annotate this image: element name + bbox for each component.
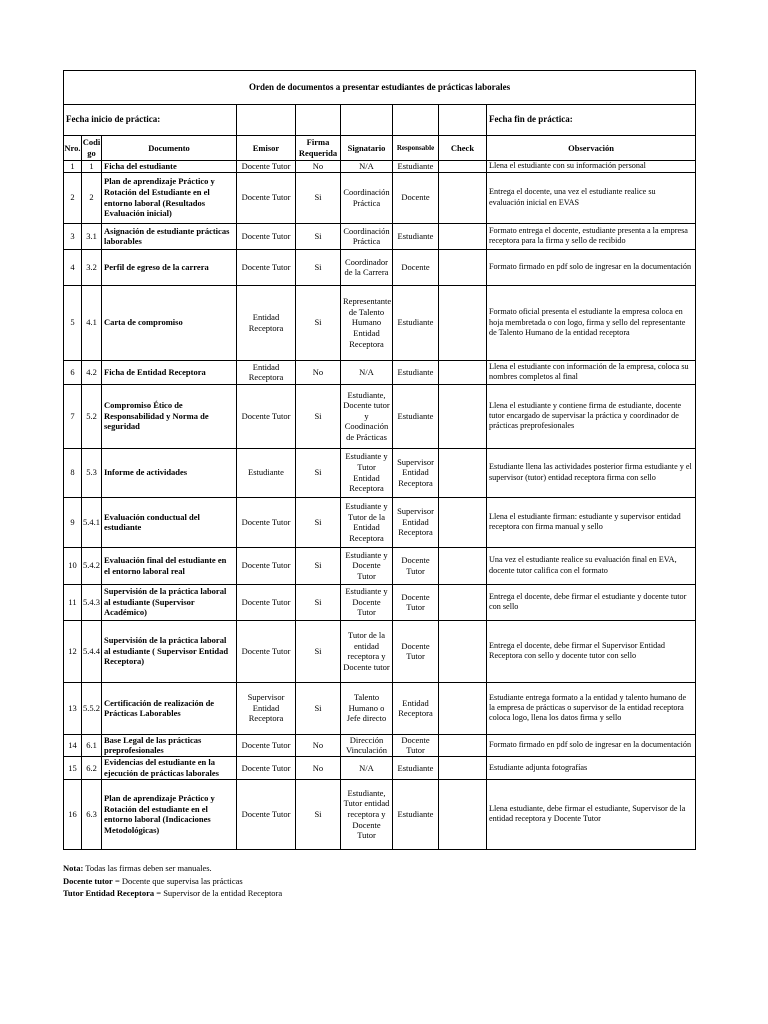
row-observacion: Estudiante llena las actividades posterior firma estudiante y el supervisor (tutor) entidad receptora firma con sello [487,448,696,497]
row-firma: Si [296,448,341,497]
row-observacion: Llena estudiante, debe firmar el estudiante, Supervisor de la entidad receptora y Docente Tutor [487,779,696,849]
table-row [64,620,696,682]
row-observacion: Llena el estudiante con información de la empresa, coloca su nombres completos al final [487,360,696,384]
table-row [64,734,696,756]
row-codigo: 2 [82,172,102,223]
header-firma-requerida: Firma Requerida [296,136,341,161]
table-row [64,547,696,584]
row-observacion: Llena el estudiante con su información personal [487,161,696,173]
table-row [64,448,696,497]
row-codigo: 5.4.3 [82,584,102,620]
row-documento: Compromiso Ético de Responsabilidad y Norma de seguridad [102,384,237,448]
row-check [439,584,487,620]
row-emisor: Docente Tutor [237,249,296,285]
row-check [439,779,487,849]
row-emisor: Estudiante [237,448,296,497]
row-emisor: Docente Tutor [237,384,296,448]
row-emisor: Docente Tutor [237,223,296,249]
row-observacion: Formato firmado en pdf solo de ingresar en la documentación [487,734,696,756]
table-row [64,682,696,734]
row-codigo: 5.4.2 [82,547,102,584]
row-signatario: N/A [341,756,393,779]
row-nro: 1 [64,161,82,173]
row-nro: 6 [64,360,82,384]
row-emisor: Docente Tutor [237,497,296,547]
row-signatario: Representante de Talento Humano Entidad Receptora [341,285,393,360]
row-emisor: Docente Tutor [237,734,296,756]
header-check: Check [439,136,487,161]
row-responsable: Estudiante [393,360,439,384]
row-responsable: Estudiante [393,161,439,173]
row-firma: No [296,734,341,756]
row-emisor: Docente Tutor [237,756,296,779]
row-check [439,448,487,497]
row-responsable: Docente Tutor [393,734,439,756]
row-codigo: 3.1 [82,223,102,249]
row-codigo: 4.2 [82,360,102,384]
fecha-blank-cell [296,105,341,136]
row-documento: Asignación de estudiante prácticas laborables [102,223,237,249]
row-codigo: 6.1 [82,734,102,756]
tutor-entidad-text: = Supervisor de la entidad Receptora [154,888,283,898]
row-nro: 16 [64,779,82,849]
row-observacion: Formato entrega el docente, estudiante presenta a la empresa receptora para la firma y sello de recibido [487,223,696,249]
row-emisor: Docente Tutor [237,779,296,849]
note-line [63,862,282,875]
row-signatario: Estudiante, Tutor entidad receptora y Docente Tutor [341,779,393,849]
fecha-blank-cell [439,105,487,136]
row-signatario: Coordinación Práctica [341,223,393,249]
row-observacion: Entrega el docente, debe firmar el estudiante y docente tutor con sello [487,584,696,620]
row-responsable: Supervisor Entidad Receptora [393,448,439,497]
row-firma: Si [296,584,341,620]
row-signatario: Estudiante y Tutor Entidad Receptora [341,448,393,497]
row-responsable: Estudiante [393,285,439,360]
row-observacion: Llena el estudiante firman: estudiante y supervisor entidad receptora con firma manual y sello [487,497,696,547]
row-firma: Si [296,547,341,584]
row-nro: 15 [64,756,82,779]
row-check [439,360,487,384]
row-check [439,682,487,734]
notes-section [63,862,282,900]
row-responsable: Docente Tutor [393,584,439,620]
fecha-fin-label: Fecha fin de práctica: [487,105,696,136]
row-nro: 8 [64,448,82,497]
row-codigo: 5.5.2 [82,682,102,734]
row-firma: No [296,161,341,173]
row-signatario: Dirección Vinculación [341,734,393,756]
table-row [64,756,696,779]
row-signatario: Estudiante y Docente Tutor [341,547,393,584]
row-codigo: 6.2 [82,756,102,779]
row-documento: Certificación de realización de Prácticas Laborables [102,682,237,734]
row-observacion: Estudiante adjunta fotografías [487,756,696,779]
row-responsable: Docente [393,249,439,285]
row-emisor: Entidad Receptora [237,285,296,360]
row-codigo: 4.1 [82,285,102,360]
row-check [439,734,487,756]
row-signatario: Coordinador de la Carrera [341,249,393,285]
table-title: Orden de documentos a presentar estudiantes de prácticas laborales [64,71,696,105]
row-check [439,249,487,285]
row-nro: 3 [64,223,82,249]
row-firma: No [296,360,341,384]
note-label: Nota: [63,863,84,873]
row-firma: Si [296,620,341,682]
table-row [64,497,696,547]
table-body [64,161,696,850]
row-check [439,497,487,547]
header-documento: Documento [102,136,237,161]
row-nro: 7 [64,384,82,448]
row-firma: Si [296,172,341,223]
row-signatario: Estudiante, Docente tutor y Coodinación de Prácticas [341,384,393,448]
table-row [64,172,696,223]
row-responsable: Docente [393,172,439,223]
table-row [64,779,696,849]
row-firma: Si [296,497,341,547]
row-nro: 5 [64,285,82,360]
table-row [64,249,696,285]
row-firma: Si [296,779,341,849]
table-row [64,360,696,384]
row-signatario: Tutor de la entidad receptora y Docente tutor [341,620,393,682]
row-emisor: Docente Tutor [237,620,296,682]
table-row [64,384,696,448]
row-observacion: Llena el estudiante y contiene firma de estudiante, docente tutor encargado de supervisar la práctica y coordinador de prácticas preprofesionales [487,384,696,448]
row-check [439,384,487,448]
row-observacion: Estudiante entrega formato a la entidad y talento humano de la empresa de prácticas o supervisor de la entidad receptora coloca logo, llena los datos firma y sello [487,682,696,734]
row-nro: 13 [64,682,82,734]
row-responsable: Estudiante [393,756,439,779]
row-documento: Evaluación conductual del estudiante [102,497,237,547]
row-codigo: 1 [82,161,102,173]
fecha-inicio-label: Fecha inicio de práctica: [64,105,237,136]
row-documento: Evidencias del estudiante en la ejecución de prácticas laborales [102,756,237,779]
row-documento: Evaluación final del estudiante en el entorno laboral real [102,547,237,584]
row-firma: Si [296,682,341,734]
row-nro: 14 [64,734,82,756]
row-emisor: Entidad Receptora [237,360,296,384]
row-check [439,285,487,360]
row-codigo: 5.2 [82,384,102,448]
row-nro: 10 [64,547,82,584]
row-check [439,620,487,682]
row-documento: Plan de aprendizaje Práctico y Rotación del estudiante en el entorno laboral (Indicaciones Metodológicas) [102,779,237,849]
row-emisor: Docente Tutor [237,547,296,584]
row-documento: Supervisión de la práctica laboral al estudiante ( Supervisor Entidad Receptora) [102,620,237,682]
row-documento: Informe de actividades [102,448,237,497]
row-documento: Plan de aprendizaje Práctico y Rotación del Estudiante en el entorno laboral (Resultados Evaluación inicial) [102,172,237,223]
row-documento: Carta de compromiso [102,285,237,360]
row-check [439,756,487,779]
fecha-blank-cell [393,105,439,136]
row-check [439,223,487,249]
row-nro: 12 [64,620,82,682]
row-check [439,547,487,584]
row-codigo: 5.3 [82,448,102,497]
row-responsable: Estudiante [393,223,439,249]
row-responsable: Supervisor Entidad Receptora [393,497,439,547]
row-signatario: Estudiante y Docente Tutor [341,584,393,620]
fecha-blank-cell [341,105,393,136]
docente-tutor-note [63,875,282,888]
note-text: Todas las firmas deben ser manuales. [83,863,212,873]
table-row [64,223,696,249]
fecha-blank-cell [237,105,296,136]
row-codigo: 5.4.4 [82,620,102,682]
row-nro: 2 [64,172,82,223]
row-observacion: Formato oficial presenta el estudiante la empresa coloca en hoja membretada o con logo, firma y sello del representante de Talento Humano de la entidad receptora [487,285,696,360]
header-nro: Nro. [64,136,82,161]
row-firma: No [296,756,341,779]
table-row [64,161,696,173]
row-firma: Si [296,285,341,360]
row-nro: 4 [64,249,82,285]
row-responsable: Estudiante [393,779,439,849]
row-observacion: Una vez el estudiante realice su evaluación final en EVA, docente tutor califica con el formato [487,547,696,584]
header-responsable: Responsable [393,136,439,161]
row-firma: Si [296,249,341,285]
row-signatario: N/A [341,360,393,384]
header-codigo: Codi go [82,136,102,161]
table-row [64,285,696,360]
docente-tutor-label: Docente tutor [63,875,113,886]
row-observacion: Entrega el docente, debe firmar el Supervisor Entidad Receptora con sello y docente tutor con sello [487,620,696,682]
row-signatario: Talento Humano o Jefe directo [341,682,393,734]
row-documento: Base Legal de las prácticas preprofesionales [102,734,237,756]
row-observacion: Entrega el docente, una vez el estudiante realice su evaluación inicial en EVAS [487,172,696,223]
tutor-entidad-label: Tutor Entidad Receptora [63,888,155,898]
row-signatario: N/A [341,161,393,173]
row-documento: Perfil de egreso de la carrera [102,249,237,285]
row-documento: Ficha de Entidad Receptora [102,360,237,384]
row-nro: 9 [64,497,82,547]
row-signatario: Coordinación Práctica [341,172,393,223]
row-codigo: 6.3 [82,779,102,849]
header-emisor: Emisor [237,136,296,161]
row-codigo: 3.2 [82,249,102,285]
docente-tutor-text: = Docente que supervisa las prácticas [112,875,243,886]
row-documento: Supervisión de la práctica laboral al estudiante (Supervisor Académico) [102,584,237,620]
row-emisor: Supervisor Entidad Receptora [237,682,296,734]
row-emisor: Docente Tutor [237,172,296,223]
table-row [64,584,696,620]
header-observacion: Observación [487,136,696,161]
row-emisor: Docente Tutor [237,584,296,620]
documents-table [63,70,696,850]
row-responsable: Docente Tutor [393,620,439,682]
row-emisor: Docente Tutor [237,161,296,173]
row-responsable: Entidad Receptora [393,682,439,734]
row-signatario: Estudiante y Tutor de la Entidad Receptora [341,497,393,547]
row-observacion: Formato firmado en pdf solo de ingresar en la documentación [487,249,696,285]
row-documento: Ficha del estudiante [102,161,237,173]
row-firma: Si [296,384,341,448]
row-firma: Si [296,223,341,249]
row-responsable: Docente Tutor [393,547,439,584]
header-signatario: Signatario [341,136,393,161]
row-nro: 11 [64,584,82,620]
row-responsable: Estudiante [393,384,439,448]
row-check [439,161,487,173]
row-codigo: 5.4.1 [82,497,102,547]
tutor-entidad-note [63,887,282,900]
row-check [439,172,487,223]
